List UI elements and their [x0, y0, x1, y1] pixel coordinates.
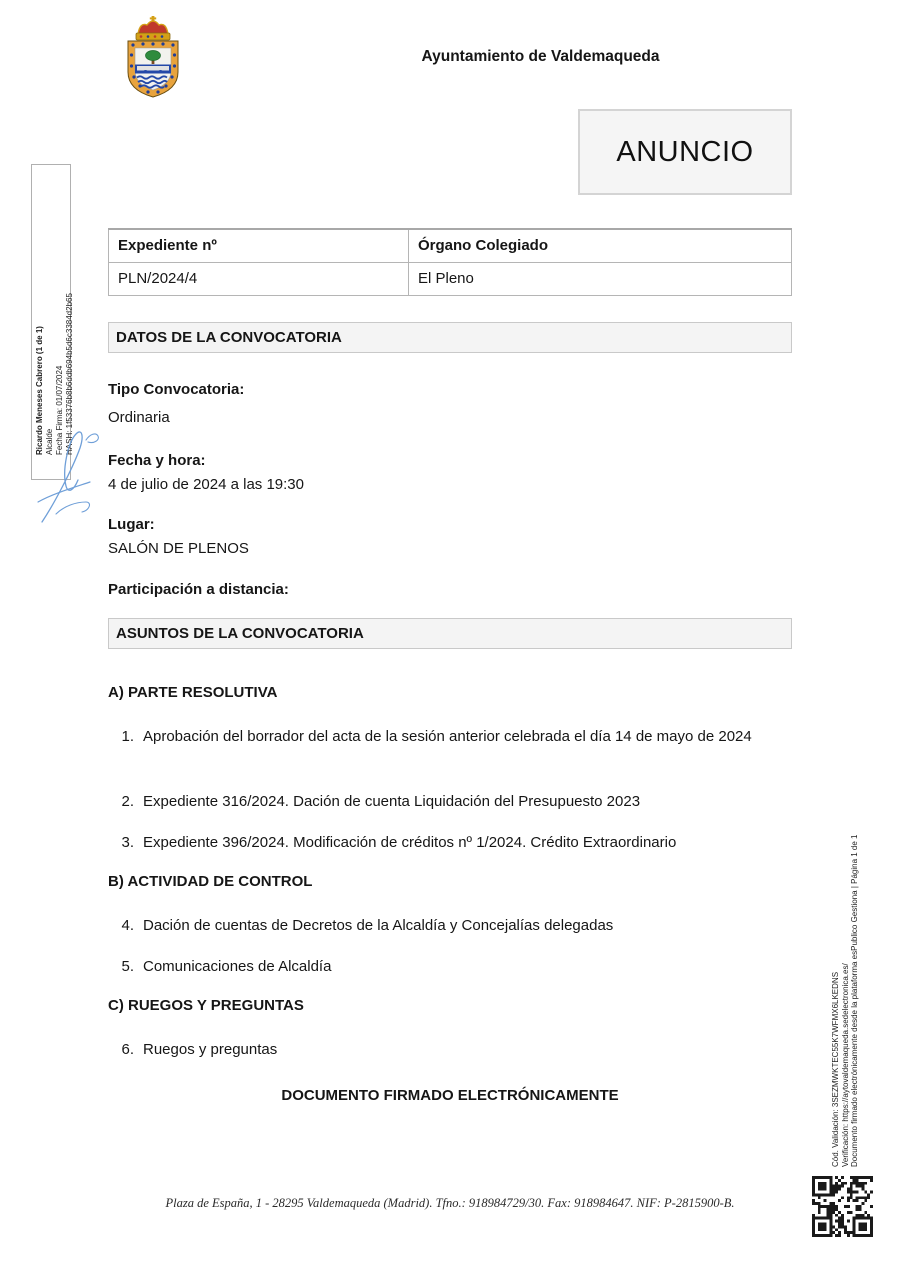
agenda-item-4 [108, 914, 792, 938]
item-text: Expediente 396/2024. Modificación de créditos nº 1/2024. Crédito Extraordinario [143, 834, 677, 851]
municipal-coat-of-arms-icon [122, 14, 184, 100]
cell-expediente-value: PLN/2024/4 [109, 262, 409, 295]
cell-organo-value: El Pleno [409, 262, 792, 295]
item-number: 2. [121, 793, 134, 810]
item-text: Dación de cuentas de Decretos de la Alcaldía y Concejalías delegadas [143, 917, 614, 934]
table-header-row [109, 229, 792, 262]
table-row [109, 262, 792, 295]
agenda-item-6 [108, 1038, 792, 1062]
group-heading-c: C) RUEGOS Y PREGUNTAS [108, 997, 304, 1014]
section-header-asuntos: ASUNTOS DE LA CONVOCATORIA [108, 618, 792, 649]
section-header-datos: DATOS DE LA CONVOCATORIA [108, 322, 792, 353]
agenda-item-1 [108, 725, 792, 749]
col-header-organo: Órgano Colegiado [409, 229, 792, 262]
item-text: Comunicaciones de Alcaldía [143, 958, 332, 975]
item-text: Expediente 316/2024. Dación de cuenta Liquidación del Presupuesto 2023 [143, 793, 641, 810]
signer-name: Ricardo Meneses Cabrero (1 de 1) [35, 326, 44, 455]
handwritten-signature-icon [28, 418, 104, 528]
item-text: Aprobación del borrador del acta de la sesión anterior celebrada el día 14 de mayo de 2024 [143, 728, 752, 745]
agenda-item-3 [108, 831, 792, 855]
group-heading-a: A) PARTE RESOLUTIVA [108, 684, 278, 701]
item-number: 4. [121, 917, 134, 934]
signature-hash: HASH: 1f53376b8b6ddb694b5d6c3384d2b65 [65, 293, 74, 455]
tipo-convocatoria-label: Tipo Convocatoria: [108, 381, 245, 398]
item-number: 3. [121, 834, 134, 851]
col-header-expediente: Expediente nº [109, 229, 409, 262]
announcement-title: ANUNCIO [616, 135, 754, 168]
electronic-signature-statement: DOCUMENTO FIRMADO ELECTRÓNICAMENTE [281, 1087, 619, 1104]
qr-code [812, 1176, 873, 1237]
verification-url: Verificación: https://aytovaldemaqueda.sedelectronica.es/ [840, 963, 850, 1167]
lugar-value: SALÓN DE PLENOS [108, 540, 249, 557]
item-number: 6. [121, 1041, 134, 1058]
announcement-box [578, 109, 792, 195]
participacion-label: Participación a distancia: [108, 581, 289, 598]
tipo-convocatoria-value: Ordinaria [108, 409, 170, 426]
validation-code: Cód. Validación: 3SEZMWKTEC55K7WFMX6LKEDNS [831, 971, 840, 1167]
signature-date: Fecha Firma: 01/07/2024 [55, 365, 64, 455]
page-title: Ayuntamiento de Valdemaqueda [421, 48, 660, 65]
item-number: 5. [121, 958, 134, 975]
platform-note: Documento firmado electrónicamente desde la plataforma esPublico Gestiona | Página 1 de 1 [850, 834, 859, 1167]
agenda-item-5 [108, 955, 792, 979]
item-text: Ruegos y preguntas [143, 1041, 278, 1058]
lugar-label: Lugar: [108, 516, 155, 533]
verification-stamp-text [831, 777, 861, 1167]
footer-address: Plaza de España, 1 - 28295 Valdemaqueda (Madrid). Tfno.: 918984729/30. Fax: 918984647. NIF: P-2815900-B. [165, 1196, 735, 1210]
signer-role: Alcalde [45, 428, 54, 455]
item-number: 1. [121, 728, 134, 745]
fecha-hora-value: 4 de julio de 2024 a las 19:30 [108, 476, 304, 493]
group-heading-b: B) ACTIVIDAD DE CONTROL [108, 873, 313, 890]
agenda-item-2 [108, 790, 792, 814]
fecha-hora-label: Fecha y hora: [108, 452, 206, 469]
case-table [108, 228, 792, 296]
